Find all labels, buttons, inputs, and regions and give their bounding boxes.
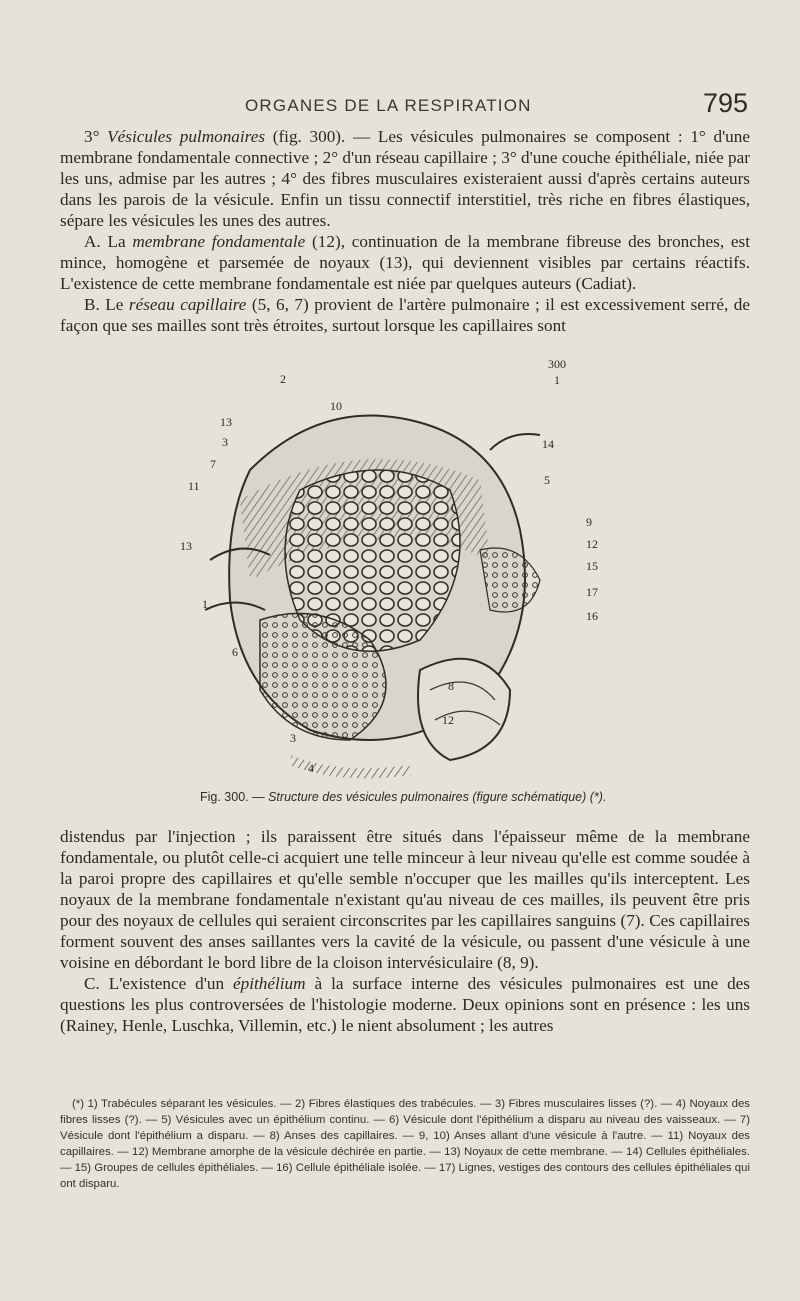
page-header <box>60 88 750 122</box>
page-number: 795 <box>702 88 748 118</box>
body-text-top <box>60 126 750 336</box>
fig-label-3-top: 3 <box>222 435 228 449</box>
epithelial-group-region <box>480 548 540 612</box>
footnote-text: (*) 1) Trabécules séparant les vésicules. — 2) Fibres élastiques des trabécules. — 3) Fibres musculaires lisses (?). — 4) Noyaux des fibres lisses (?). — 5) Vésicules avec un épithélium continu. — 6) Vésicule dont l'épithélium a disparu au niveau des vaisseaux. — 7) Vésicule dont l'épithélium a disparu. — 8) Anses des capillaires. — 9, 10) Anses allant d'une vésicule à l'autre. — 11) Noyaux des capillaires. — 12) Membrane amorphe de la vésicule déchirée en partie. — 13) Noyaux de cette membrane. — 14) Cellules épithéliales. — 15) Groupes de cellules épithéliales. — 16) Cellule épithéliale isolée. — 17) Lignes, vestiges des contours des cellules épithéliales qui ont disparu. <box>60 1098 750 1190</box>
paragraph-text: (5, 6, 7) provient de l'artère pulmonaire ; il est excessivement serré, de façon que ses mailles sont très étroites, surtout lorsque les capillaires sont <box>60 295 750 335</box>
fig-label-12-right: 12 <box>586 537 598 551</box>
fig-label-12-bottom: 12 <box>442 713 454 727</box>
fig-label-10: 10 <box>330 399 342 413</box>
fig-label-5: 5 <box>544 473 550 487</box>
paragraph-prefix: A. La <box>84 232 133 251</box>
fig-label-7: 7 <box>210 457 216 471</box>
torn-membrane <box>418 659 510 760</box>
figure-number-label: 300 <box>548 357 566 371</box>
paragraph-text: (fig. 300). — Les vésicules pulmonaires se composent : 1° d'une membrane fondamentale connective ; 2° d'un réseau capillaire ; 3° d'une couche épithéliale, niée par les uns, admise par les autres ; 4° des fibres musculaires existeraient aussi d'après certains auteurs dans les parois de la vésicule. Enfin un tissu connectif interstitiel, très riche en fibres élastiques, sépare les vésicules les unes des autres. <box>60 127 750 230</box>
section-number: 3° <box>84 127 100 146</box>
body-text-bottom <box>60 826 750 1036</box>
running-title: ORGANES DE LA RESPIRATION <box>245 96 532 115</box>
fig-label-9: 9 <box>586 515 592 529</box>
paragraph-epithelium <box>60 973 750 1036</box>
fig-label-1-left: 1 <box>202 597 208 611</box>
fig-label-13-top: 13 <box>220 415 232 429</box>
paragraph-prefix: B. Le <box>84 295 129 314</box>
section-title: Vésicules pulmonaires <box>107 127 266 146</box>
fig-label-15: 15 <box>586 559 598 573</box>
fig-label-1: 1 <box>554 373 560 387</box>
paragraph-vesicules <box>60 126 750 231</box>
term-membrane: membrane fondamentale <box>132 232 306 251</box>
fig-label-8: 8 <box>448 679 454 693</box>
fig-label-13-left: 13 <box>180 539 192 553</box>
fig-label-17: 17 <box>586 585 598 599</box>
paragraph-reseau <box>60 294 750 336</box>
paragraph-prefix: C. L'existence d'un <box>84 974 233 993</box>
paragraph-continuation: distendus par l'injection ; ils paraissent être situés dans l'épaisseur même de la membrane fondamentale, ou plutôt celle-ci acquiert une telle minceur à leur niveau qu'elle est comme soudée à la paroi propre des capillaires et qu'elle semble n'occuper que les mailles qu'ils interceptent. Les noyaux de la membrane fondamentale n'existant qu'au niveau de ces mailles, ils peuvent être pris pour des noyaux de cellules qui seraient circonscrites par les capillaires sanguins (7). Ces capillaires forment souvent des anses saillantes vers la cavité de la vésicule, ou passent d'une vésicule à une voisine en débordant le bord libre de la cloison intervésiculaire (8, 9). <box>60 827 750 972</box>
footnote <box>60 1096 750 1192</box>
fig-label-14: 14 <box>542 437 554 451</box>
paragraph-text: (12), continuation de la membrane fibreuse des bronches, est mince, homogène et parsemée de noyaux (13), qui deviennent visibles par certains réactifs. L'existence de cette membrane fondamentale est niée par quelques auteurs (Cadiat). <box>60 232 750 293</box>
fig-label-3-bottom: 3 <box>290 731 296 745</box>
fig-label-16: 16 <box>586 609 598 623</box>
caption-prefix: Fig. 300. — <box>200 790 269 804</box>
figure-caption <box>200 790 760 804</box>
fig-label-6: 6 <box>232 645 238 659</box>
caption-text: Structure des vésicules pulmonaires (figure schématique) (*). <box>268 790 607 804</box>
vesicle-illustration <box>180 340 620 786</box>
figure-300 <box>180 340 620 786</box>
paragraph-membrane <box>60 231 750 294</box>
paragraph-text: à la surface interne des vésicules pulmonaires est une des questions les plus controversées de l'histologie moderne. Deux opinions sont en présence : les uns (Rainey, Henle, Luschka, Villemin, etc.) le nient absolument ; les autres <box>60 974 750 1035</box>
term-reseau: réseau capillaire <box>128 295 247 314</box>
fig-label-4: 4 <box>308 761 314 775</box>
fig-label-2: 2 <box>280 372 286 386</box>
term-epithelium: épithélium <box>233 974 306 993</box>
fig-label-11: 11 <box>188 479 200 493</box>
